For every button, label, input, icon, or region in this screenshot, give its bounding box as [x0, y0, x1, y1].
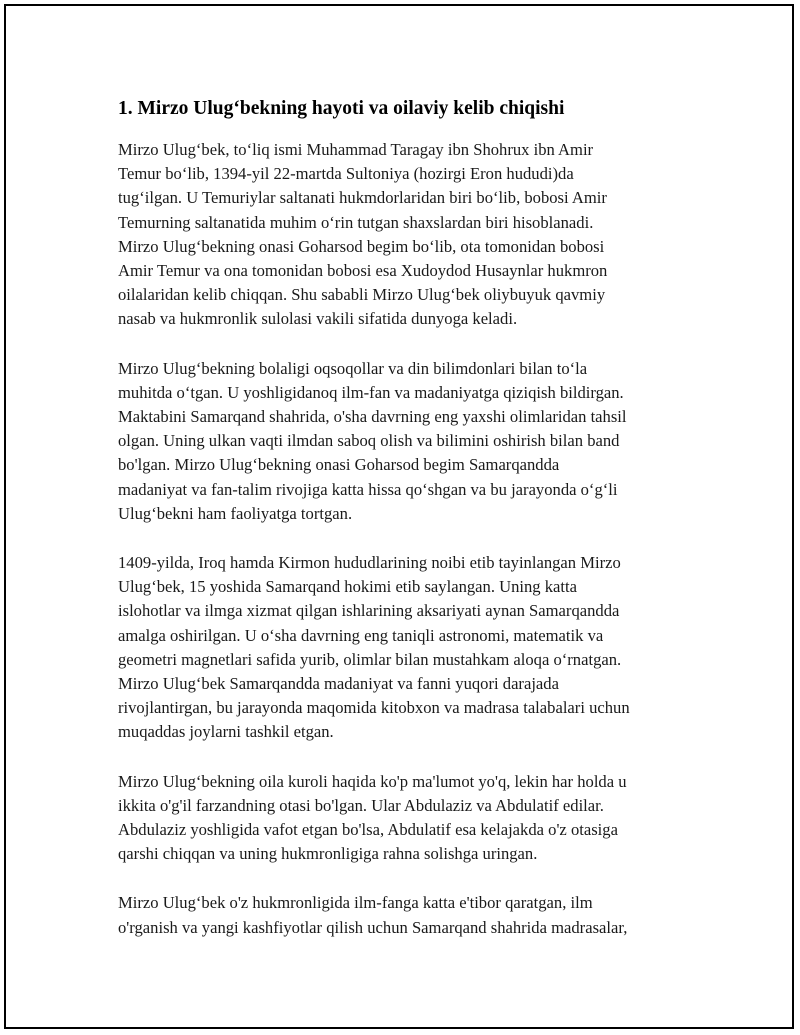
- text-line: Temur bo‘lib, 1394-yil 22-martda Sultoniya (hozirgi Eron hududi)da: [118, 164, 574, 184]
- text-line: Mirzo Ulug‘bekning oila kuroli haqida ko'p ma'lumot yo'q, lekin har holda u: [118, 771, 627, 791]
- text-line: o'rganish va yangi kashfiyotlar qilish uchun Samarqand shahrida madrasalar,: [118, 917, 628, 937]
- text-line: bo'lgan. Mirzo Ulug‘bekning onasi Goharsod begim Samarqandda: [118, 455, 560, 475]
- text-line: madaniyat va fan-talim rivojiga katta hissa qo‘shgan va bu jarayonda o‘g‘li: [118, 479, 618, 499]
- text-line: Mirzo Ulug‘bekning bolaligi oqsoqollar va din bilimdonlari bilan to‘la: [118, 358, 588, 378]
- text-line: tug‘ilgan. U Temuriylar saltanati hukmdorlaridan biri bo‘lib, bobosi Amir: [118, 188, 607, 208]
- document-body: [118, 96, 690, 965]
- text-line: Ulug‘bekni ham faoliyatga tortgan.: [118, 503, 353, 523]
- paragraph-list: [118, 138, 690, 940]
- text-line: muhitda o‘tgan. U yoshligidanoq ilm-fan va madaniyatga qiziqish bildirgan.: [118, 382, 624, 402]
- text-line: amalga oshirilgan. U o‘sha davrning eng taniqli astronomi, matematik va: [118, 625, 604, 645]
- text-line: ikkita o'g'il farzandning otasi bo'lgan. Ular Abdulaziz va Abdulatif edilar.: [118, 795, 604, 815]
- text-line: muqaddas joylarni tashkil etgan.: [118, 722, 334, 742]
- text-line: Mirzo Ulug‘bek, to‘liq ismi Muhammad Taragay ibn Shohrux ibn Amir: [118, 140, 594, 159]
- text-line: geometri magnetlari safida yurib, olimlar bilan mustahkam aloqa o‘rnatgan.: [118, 649, 622, 669]
- section-heading: 1. Mirzo Ulug‘bekning hayoti va oilaviy kelib chiqishi: [118, 98, 565, 119]
- text-line: olgan. Uning ulkan vaqti ilmdan saboq olish va bilimini oshirish bilan band: [118, 431, 620, 451]
- text-line: rivojlantirgan, bu jarayonda maqomida kitobxon va madrasa talabalari uchun: [118, 698, 630, 718]
- text-line: Amir Temur va ona tomonidan bobosi esa Xudoydod Husaynlar hukmron: [118, 261, 608, 281]
- text-line: Ulug‘bek, 15 yoshida Samarqand hokimi etib saylangan. Uning katta: [118, 577, 578, 597]
- paragraph: [118, 138, 690, 332]
- text-line: Abdulaziz yoshligida vafot etgan bo'lsa, Abdulatif esa kelajakda o'z otasiga: [118, 820, 618, 840]
- paragraph: [118, 357, 690, 526]
- text-line: Temurning saltanatida muhim o‘rin tutgan shaxslardan biri hisoblanadi.: [118, 212, 594, 232]
- text-line: Mirzo Ulug‘bekning onasi Goharsod begim bo‘lib, ota tomonidan bobosi: [118, 236, 605, 256]
- paragraph: [118, 551, 690, 745]
- text-line: islohotlar va ilmga xizmat qilgan ishlarining aksariyati aynan Samarqandda: [118, 601, 620, 621]
- text-line: oilalaridan kelib chiqqan. Shu sababli Mirzo Ulug‘bek oliybuyuk qavmiy: [118, 285, 606, 305]
- text-line: Maktabini Samarqand shahrida, o'sha davrning eng yaxshi olimlaridan tahsil: [118, 407, 627, 427]
- text-line: Mirzo Ulug‘bek Samarqandda madaniyat va fanni yuqori darajada: [118, 674, 559, 694]
- text-line: qarshi chiqqan va uning hukmronligiga rahna solishga uringan.: [118, 844, 538, 864]
- text-line: nasab va hukmronlik sulolasi vakili sifatida dunyoga keladi.: [118, 309, 518, 329]
- text-line: 1409-yilda, Iroq hamda Kirmon hududlarining noibi etib tayinlangan Mirzo: [118, 553, 621, 573]
- paragraph: [118, 891, 690, 939]
- text-line: Mirzo Ulug‘bek o'z hukmronligida ilm-fanga katta e'tibor qaratgan, ilm: [118, 893, 593, 913]
- paragraph: [118, 770, 690, 867]
